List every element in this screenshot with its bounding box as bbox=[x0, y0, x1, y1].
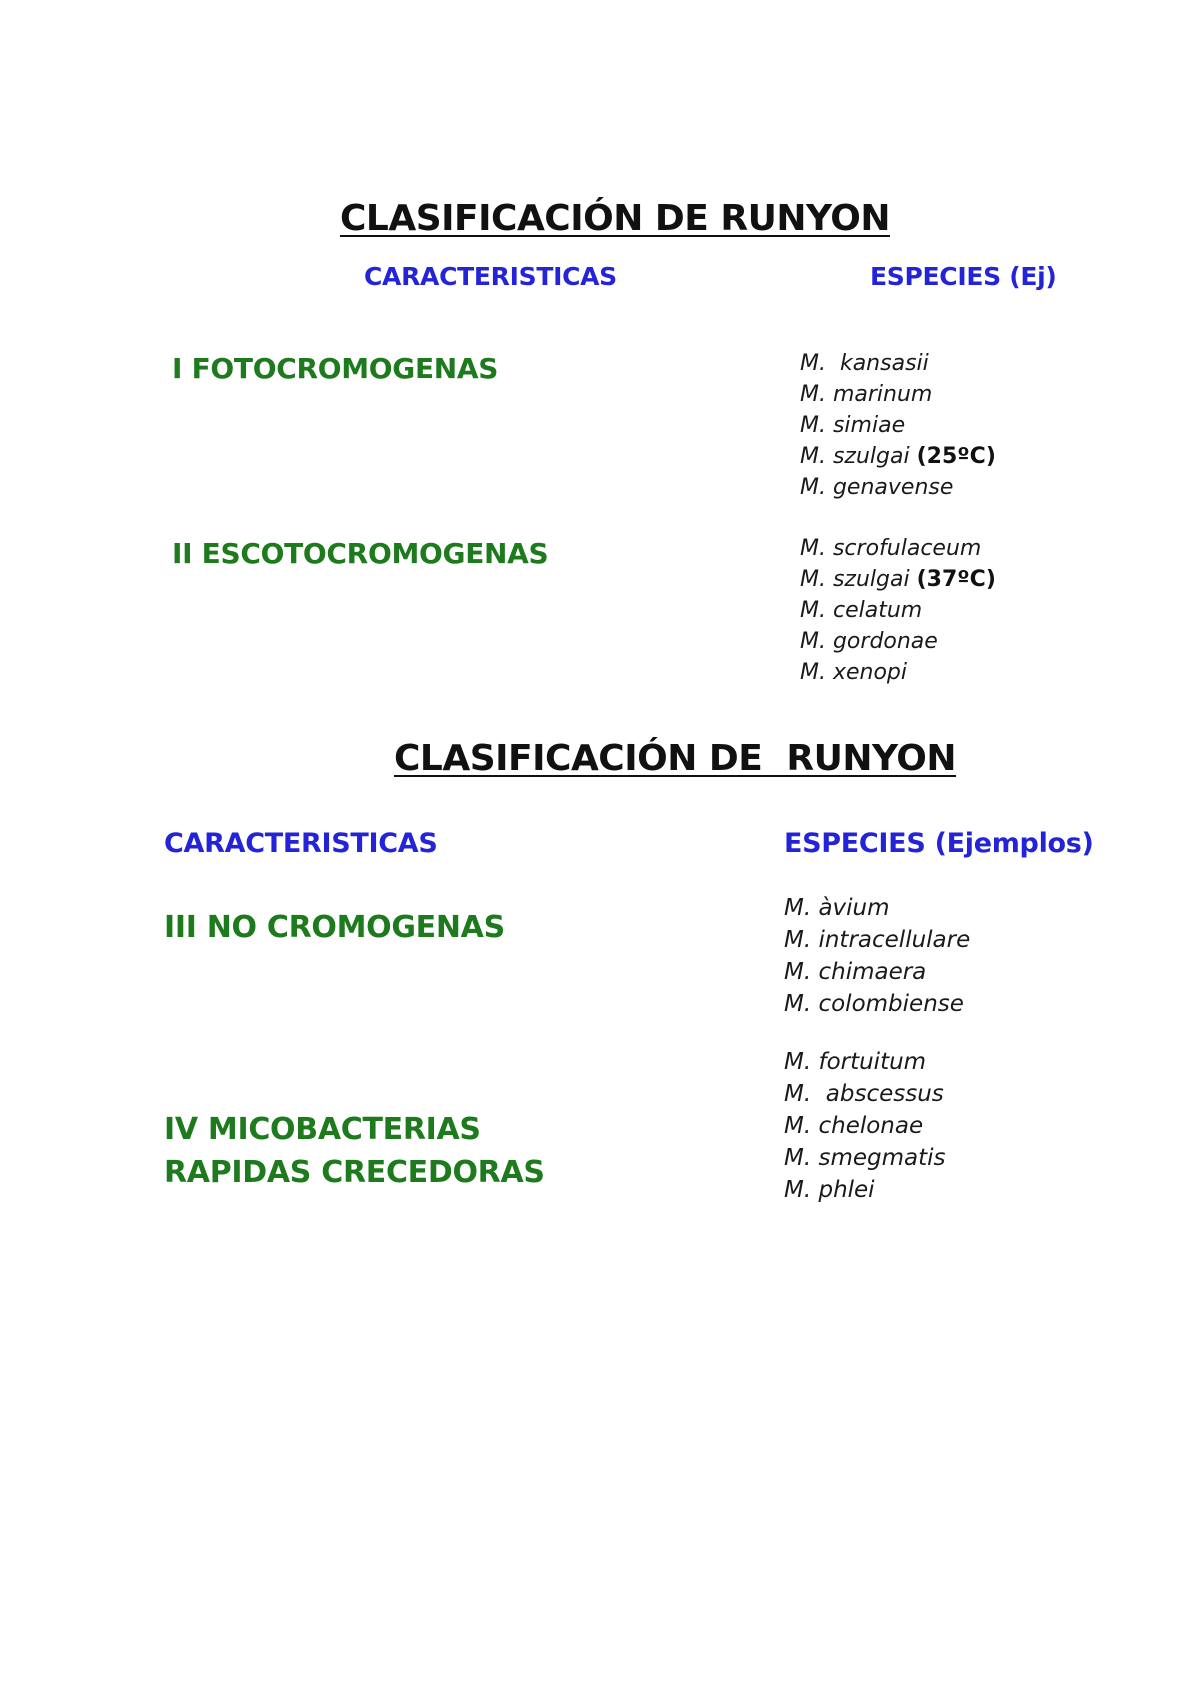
species-item: M. genavense bbox=[800, 475, 954, 500]
species-item: M. colombiense bbox=[784, 991, 964, 1017]
species-item: M. intracellulare bbox=[784, 927, 971, 953]
species-item: M. szulgai (37ºC) bbox=[800, 567, 996, 592]
slide-1-title: CLASIFICACIÓN DE RUNYON bbox=[340, 198, 890, 239]
species-list-no-cromogenas bbox=[784, 892, 970, 1020]
group-label-escotocromogenas: II ESCOTOCROMOGENAS bbox=[172, 537, 549, 570]
slide-2-species-header: ESPECIES (Ejemplos) bbox=[784, 828, 1094, 859]
species-item: M. abscessus bbox=[784, 1081, 944, 1107]
species-item: M. phlei bbox=[784, 1177, 875, 1203]
species-item: M. fortuitum bbox=[784, 1049, 927, 1075]
species-item: M. xenopi bbox=[800, 660, 908, 685]
species-list-micobacterias-rapidas bbox=[784, 1046, 946, 1206]
group-label-no-cromogenas: III NO CROMOGENAS bbox=[164, 910, 505, 945]
species-item: M. marinum bbox=[800, 382, 933, 407]
species-item: M. chimaera bbox=[784, 959, 927, 985]
temperature-note: (25ºC) bbox=[916, 444, 996, 469]
slide-1-species-header: ESPECIES (Ej) bbox=[870, 262, 1057, 291]
species-item: M. celatum bbox=[800, 598, 923, 623]
species-item: M. smegmatis bbox=[784, 1145, 946, 1171]
temperature-note: (37ºC) bbox=[916, 567, 996, 592]
group-label-micobacterias-rapidas: IV MICOBACTERIAS RAPIDAS CRECEDORAS bbox=[164, 1112, 545, 1190]
slide-2-characteristics-header: CARACTERISTICAS bbox=[164, 828, 438, 859]
group-label-fotocromogenas: I FOTOCROMOGENAS bbox=[172, 352, 499, 385]
species-item: M. chelonae bbox=[784, 1113, 924, 1139]
species-item: M. àvium bbox=[784, 895, 890, 921]
species-item: M. simiae bbox=[800, 413, 906, 438]
species-list-fotocromogenas bbox=[800, 348, 996, 503]
species-item: M. scrofulaceum bbox=[800, 536, 982, 561]
slide-1-characteristics-header: CARACTERISTICAS bbox=[364, 262, 617, 291]
slide-2-title: CLASIFICACIÓN DE RUNYON bbox=[394, 738, 957, 779]
species-item: M. gordonae bbox=[800, 629, 938, 654]
species-item: M. kansasii bbox=[800, 351, 929, 376]
species-item: M. szulgai (25ºC) bbox=[800, 444, 996, 469]
species-list-escotocromogenas bbox=[800, 533, 996, 688]
